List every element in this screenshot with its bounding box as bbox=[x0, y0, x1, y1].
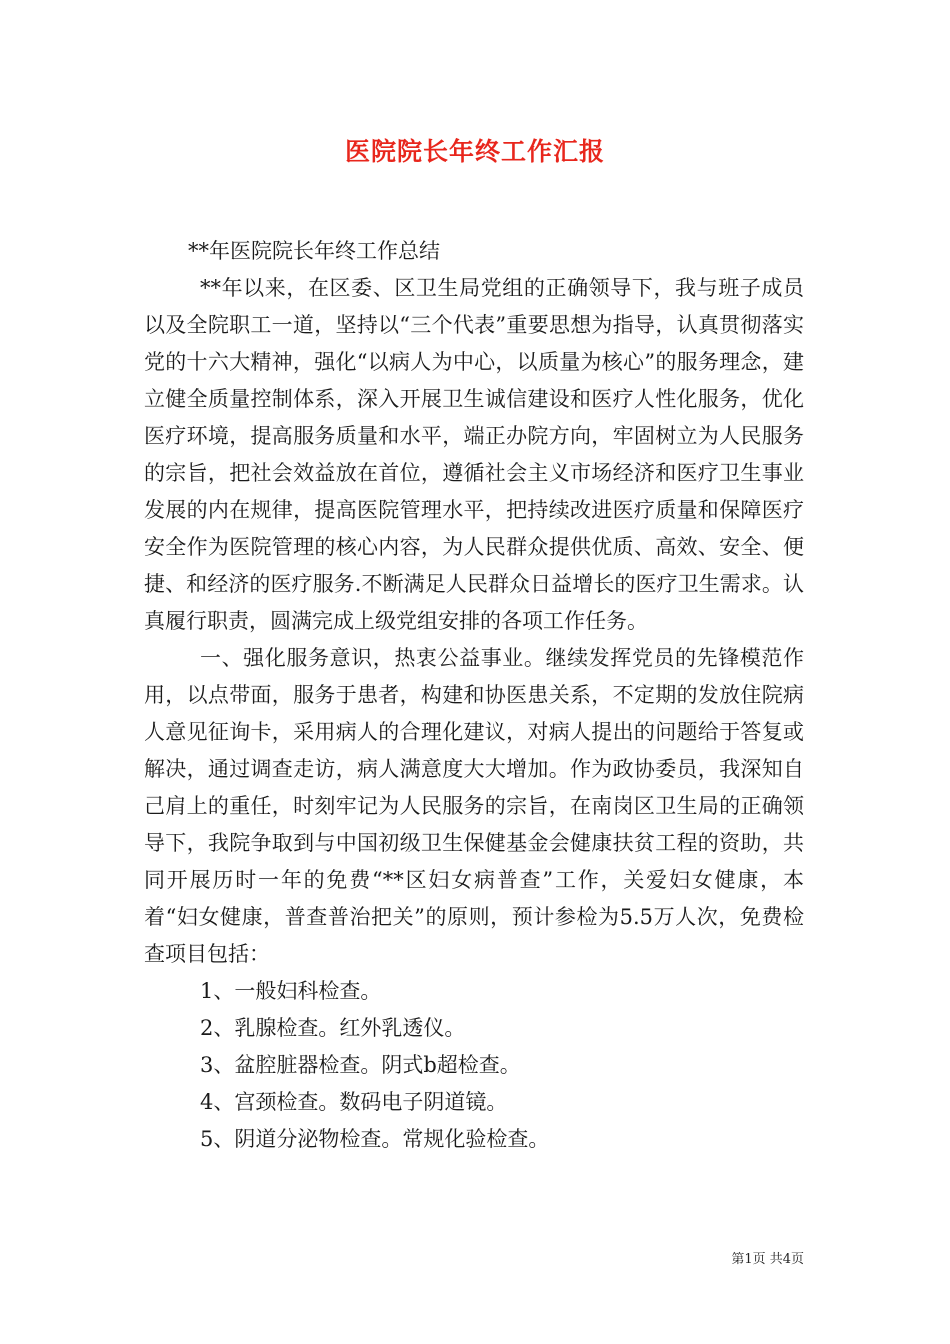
list-item: 2、乳腺检查。红外乳透仪。 bbox=[200, 1016, 466, 1040]
document-title: 医院院长年终工作汇报 bbox=[344, 137, 605, 166]
list-item: 3、盆腔脏器检查。阴式b超检查。 bbox=[200, 1053, 521, 1077]
document-body bbox=[144, 233, 804, 1158]
list-item: 4、宫颈检查。数码电子阴道镜。 bbox=[200, 1090, 508, 1114]
document-subtitle: **年医院院长年终工作总结 bbox=[188, 239, 440, 263]
paragraph-intro: **年以来，在区委、区卫生局党组的正确领导下，我与班子成员以及全院职工一道，坚持以“三个代表”重要思想为指导，认真贯彻落实党的十六大精神，强化“以病人为中心，以质量为核心”的服务理念，建立健全质量控制体系，深入开展卫生诚信建设和医疗人性化服务，优化医疗环境，提高服务质量和水平，端正办院方向，牢固树立为人民服务的宗旨，把社会效益放在首位，遵循社会主义市场经济和医疗卫生事业发展的内在规律，提高医院管理水平，把持续改进医疗质量和保障医疗安全作为医院管理的核心内容，为人民群众提供优质、高效、安全、便捷、和经济的医疗服务.不断满足人民群众日益增长的医疗卫生需求。认真履行职责，圆满完成上级党组安排的各项工作任务。 bbox=[144, 276, 804, 633]
page-number: 第1页 共4页 bbox=[731, 1252, 804, 1267]
list-item: 5、阴道分泌物检查。常规化验检查。 bbox=[200, 1127, 550, 1151]
paragraph-section-1: 一、强化服务意识，热衷公益事业。继续发挥党员的先锋模范作用，以点带面，服务于患者，构建和协医患关系，不定期的发放住院病人意见征询卡，采用病人的合理化建议，对病人提出的问题给于答复或解决，通过调查走访，病人满意度大大增加。作为政协委员，我深知自己肩上的重任，时刻牢记为人民服务的宗旨，在南岗区卫生局的正确领导下，我院争取到与中国初级卫生保健基金会健康扶贫工程的资助，共同开展历时一年的免费“**区妇女病普查”工作，关爱妇女健康，本着“妇女健康，普查普治把关”的原则，预计参检为5.5万人次，免费检查项目包括： bbox=[144, 646, 804, 966]
list-item: 1、一般妇科检查。 bbox=[200, 979, 382, 1003]
